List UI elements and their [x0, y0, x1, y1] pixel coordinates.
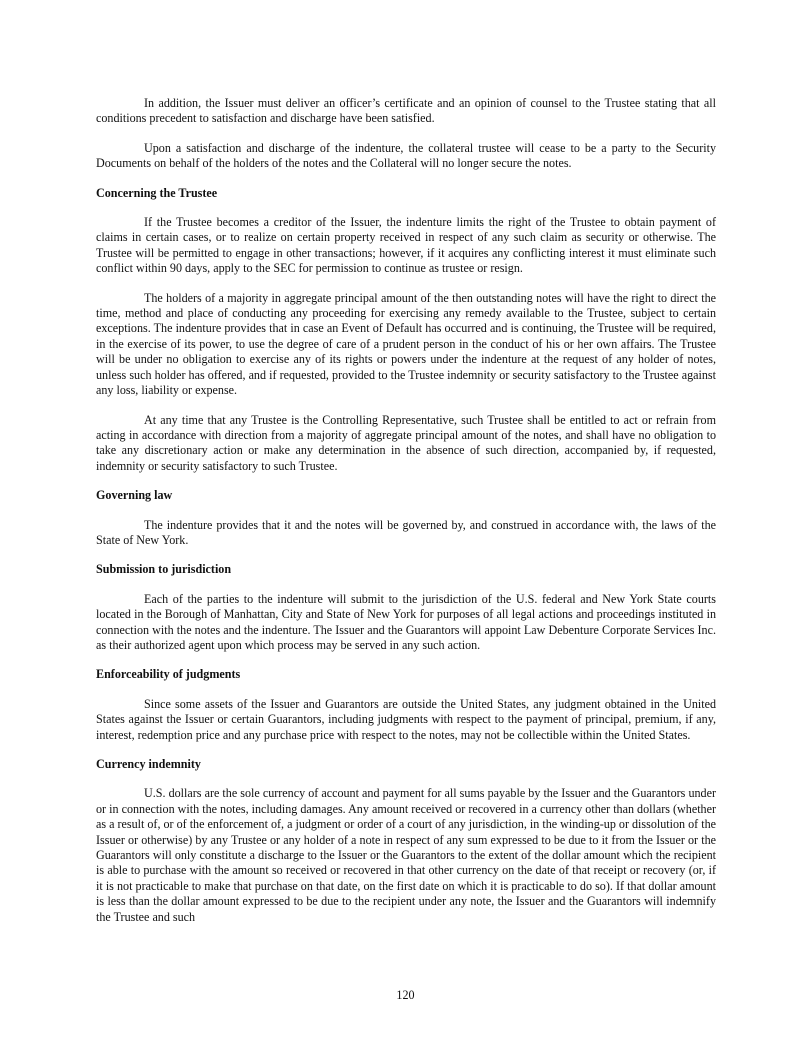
paragraph-satisfaction-discharge: Upon a satisfaction and discharge of the indenture, the collateral trustee will cease to be a party to the Security Documents on behalf of the holders of the notes and the Collateral will no longer secure the notes.	[96, 140, 716, 171]
heading-enforceability-judgments: Enforceability of judgments	[96, 667, 241, 682]
page-number: 120	[396, 988, 415, 1002]
paragraph-enforceability-judgments: Since some assets of the Issuer and Guarantors are outside the United States, any judgment obtained in the United States against the Issuer or certain Guarantors, including judgments with respect to the payment of principal, premium, if any, interest, redemption price and any purchase price with respect to the notes, may not be collectible within the United States.	[96, 696, 716, 742]
heading-concerning-trustee: Concerning the Trustee	[96, 185, 218, 200]
heading-submission-jurisdiction: Submission to jurisdiction	[96, 562, 232, 577]
paragraph-officers-certificate: In addition, the Issuer must deliver an officer’s certificate and an opinion of counsel to the Trustee stating that all conditions precedent to satisfaction and discharge have been satisfied.	[96, 96, 716, 126]
heading-governing-law: Governing law	[96, 488, 173, 503]
paragraph-trustee-majority-holders: The holders of a majority in aggregate principal amount of the then outstanding notes will have the right to direct the time, method and place of conducting any proceeding for exercising any remedy available to the Trustee, subject to certain exceptions. The indenture provides that in case an Event of Default has occurred and is continuing, the Trustee will be required, in the exercise of its power, to use the degree of care of a prudent person in the conduct of his or her own affairs. The Trustee will be under no obligation to exercise any of its rights or powers under the indenture at the request of any holder of notes, unless such holder has offered, and if requested, provided to the Trustee indemnity or security satisfactory to the Trustee against any loss, liability or expense.	[96, 290, 716, 398]
paragraph-submission-jurisdiction: Each of the parties to the indenture will submit to the jurisdiction of the U.S. federal and New York State courts located in the Borough of Manhattan, City and State of New York for purposes of all legal actions and proceedings instituted in connection with the notes and the indenture. The Issuer and the Guarantors will appoint Law Debenture Corporate Services Inc. as their authorized agent upon which process may be served in any such action.	[96, 591, 716, 652]
paragraph-trustee-controlling-representative: At any time that any Trustee is the Controlling Representative, such Trustee shall be entitled to act or refrain from acting in accordance with direction from a majority of aggregate principal amount of the notes, and shall have no obligation to take any discretionary action or make any determination in the absence of such direction, accompanied by, if requested, indemnity or security satisfactory to such Trustee.	[96, 412, 716, 473]
paragraph-currency-indemnity: U.S. dollars are the sole currency of account and payment for all sums payable by the Issuer and the Guarantors under or in connection with the notes, including damages. Any amount received or recovered in a currency other than dollars (whether as a result of, or of the enforcement of, a judgment or order of a court of any jurisdiction, in the winding-up or dissolution of the Issuer or otherwise) by any Trustee or any holder of a note in respect of any sum expressed to be due to it from the Issuer or the Guarantors will only constitute a discharge to the Issuer or the Guarantors to the extent of the dollar amount which the recipient is able to purchase with the amount so received or recovered in that other currency on the date of that receipt or recovery (or, if it is not practicable to make that purchase on that date, on the first date on which it is practicable to do so). If that dollar amount is less than the dollar amount expressed to be due to the recipient under any note, the Issuer and the Guarantors will indemnify the Trustee and such	[96, 786, 716, 924]
paragraph-trustee-creditor: If the Trustee becomes a creditor of the Issuer, the indenture limits the right of the Trustee to obtain payment of claims in certain cases, or to realize on certain property received in respect of any such claim as security or otherwise. The Trustee will be permitted to engage in other transactions; however, if it acquires any conflicting interest it must eliminate such conflict within 90 days, apply to the SEC for permission to continue as trustee or resign.	[96, 215, 716, 276]
paragraph-governing-law: The indenture provides that it and the notes will be governed by, and construed in accordance with, the laws of the State of New York.	[96, 517, 716, 547]
heading-currency-indemnity: Currency indemnity	[96, 757, 201, 771]
document-page	[96, 96, 716, 939]
